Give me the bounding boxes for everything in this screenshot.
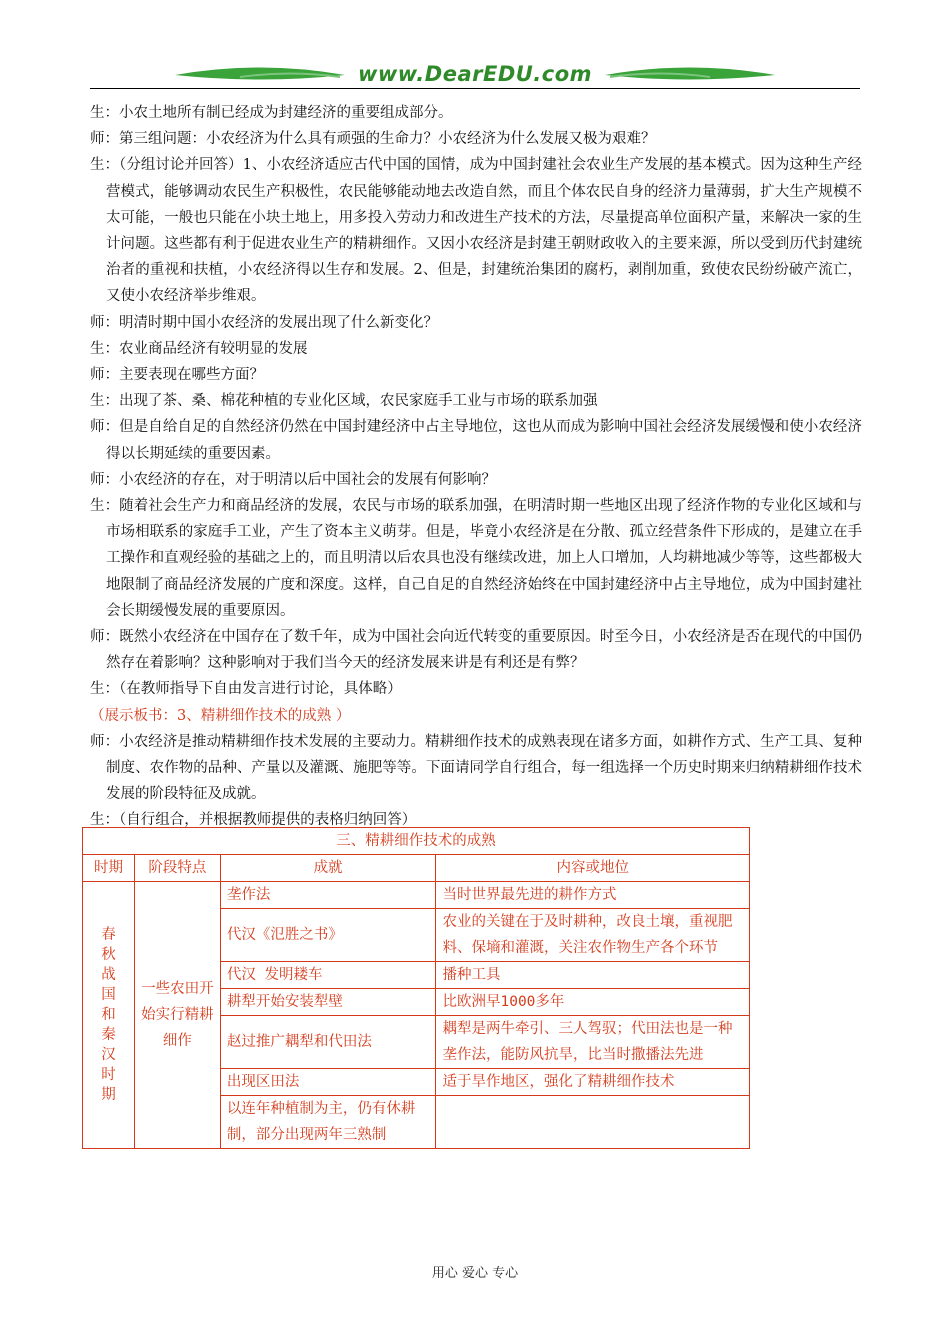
- paragraph: 生：随着社会生产力和商品经济的发展，农民与市场的联系加强，在明清时期一些地区出现了经济作物的专业化区域和与市场相联系的家庭手工业，产生了资本主义萌芽。但是，毕竟小农经济是在分散、孤立经营条件下形成的，是建立在手工操作和直观经验的基础之上的，而且明清以后农具也没有继续改进，加上人口增加，人均耕地减少等等，这些都极大地限制了商品经济发展的广度和深度。这样，自己自足的自然经济始终在中国封建经济中占主导地位，成为中国封建社会长期缓慢发展的重要原因。: [90, 498, 862, 619]
- paragraph: 师：小农经济的存在，对于明清以后中国社会的发展有何影响？: [90, 471, 496, 488]
- achievement-cell: 赵过推广耦犁和代田法: [220, 1016, 436, 1069]
- content-cell: 耦犁是两牛牵引、三人驾驭；代田法也是一种垄作法，能防风抗旱，比当时撒播法先进: [436, 1016, 750, 1069]
- header-period: 时期: [83, 855, 135, 882]
- paragraph: 生：（自行组合，并根据教师提供的表格归纳回答）: [90, 812, 417, 829]
- paragraph: 生：小农土地所有制已经成为封建经济的重要组成部分。: [90, 105, 453, 121]
- header-achievement: 成就: [220, 855, 436, 882]
- paragraph: 师：第三组问题：小农经济为什么具有顽强的生命力？小农经济为什么发展又极为艰难？: [90, 131, 656, 148]
- achievement-cell: 垄作法: [220, 882, 436, 909]
- achievement-cell: 代汉 发明耧车: [220, 962, 436, 989]
- content-cell: 适于旱作地区，强化了精耕细作技术: [436, 1069, 750, 1096]
- paragraph: 师：小农经济是推动精耕细作技术发展的主要动力。精耕细作技术的成熟表现在诸多方面，如耕作方式、生产工具、复种制度、农作物的品种、产量以及灌溉、施肥等等。下面请同学自行组合，每一组选择一个历史时期来归纳精耕细作技术发展的阶段特征及成就。: [90, 733, 862, 803]
- achievement-cell: 出现区田法: [220, 1069, 436, 1096]
- achievement-cell: 代汉《氾胜之书》: [220, 909, 436, 962]
- paragraph: 师：主要表现在哪些方面？: [90, 367, 264, 384]
- period-cell: 春 秋 战 国 和 秦 汉 时 期: [83, 882, 135, 1149]
- achievement-cell: 以连年种植制为主，仍有休耕制，部分出现两年三熟制: [220, 1096, 436, 1149]
- site-header: [90, 58, 860, 90]
- site-url: www.DearEDU.com: [357, 62, 593, 86]
- page-footer: 用心 爱心 专心: [431, 1266, 519, 1281]
- table-header-row: [83, 855, 750, 882]
- board-display-note: （展示板书：3、精耕细作技术的成熟 ）: [90, 707, 351, 724]
- header-content: 内容或地位: [436, 855, 750, 882]
- table-title-row: [83, 828, 750, 855]
- content-cell: 比欧洲早1000多年: [436, 989, 750, 1016]
- paragraph: 师：既然小农经济在中国存在了数千年，成为中国社会向近代转变的重要原因。时至今日，小农经济是否在现代的中国仍然存在着影响？这种影响对于我们当今天的经济发展来讲是有利还是有弊？: [90, 629, 862, 672]
- achievement-cell: 耕犁开始安装犁壁: [220, 989, 436, 1016]
- content-cell: 农业的关键在于及时耕种，改良土壤，重视肥料、保墒和灌溉，关注农作物生产各个环节: [436, 909, 750, 962]
- content-cell: 当时世界最先进的耕作方式: [436, 882, 750, 909]
- header-stage: 阶段特点: [134, 855, 220, 882]
- paragraph: 生：农业商品经济有较明显的发展: [90, 340, 308, 357]
- achievement-table: [82, 827, 750, 1149]
- content-cell: [436, 1096, 750, 1149]
- body-text: [90, 100, 862, 834]
- table-title: 三、精耕细作技术的成熟: [83, 828, 750, 855]
- paragraph: 师：但是自给自足的自然经济仍然在中国封建经济中占主导地位，这也从而成为影响中国社会经济发展缓慢和使小农经济得以长期延续的重要因素。: [90, 419, 862, 462]
- paragraph: 生：出现了茶、桑、棉花种植的专业化区域，农民家庭手工业与市场的联系加强: [90, 393, 598, 410]
- paragraph: 生：（在教师指导下自由发言进行讨论，具体略）: [90, 681, 402, 698]
- paragraph: 生：（分组讨论并回答）1、小农经济适应古代中国的国情，成为中国封建社会农业生产发展的基本模式。因为这种生产经营模式，能够调动农民生产积极性，农民能够能动地去改造自然，而且个体农民自身的经济力量薄弱，扩大生产规模不太可能，一般也只能在小块土地上，用多投入劳动力和改进生产技术的方法，尽量提高单位面积产量，来解决一家的生计问题。这些都有利于促进农业生产的精耕细作。又因小农经济是封建王朝财政收入的主要来源，所以受到历代封建统治者的重视和扶植，小农经济得以生存和发展。2、但是，封建统治集团的腐朽，剥削加重，致使农民纷纷破产流亡，又使小农经济举步维艰。: [90, 157, 862, 305]
- header-rule: [90, 88, 860, 89]
- paragraph: 师：明清时期中国小农经济的发展出现了什么新变化？: [90, 314, 438, 331]
- stage-cell: 一些农田开始实行精耕细作: [134, 882, 220, 1149]
- content-cell: 播种工具: [436, 962, 750, 989]
- table-row: [83, 882, 750, 909]
